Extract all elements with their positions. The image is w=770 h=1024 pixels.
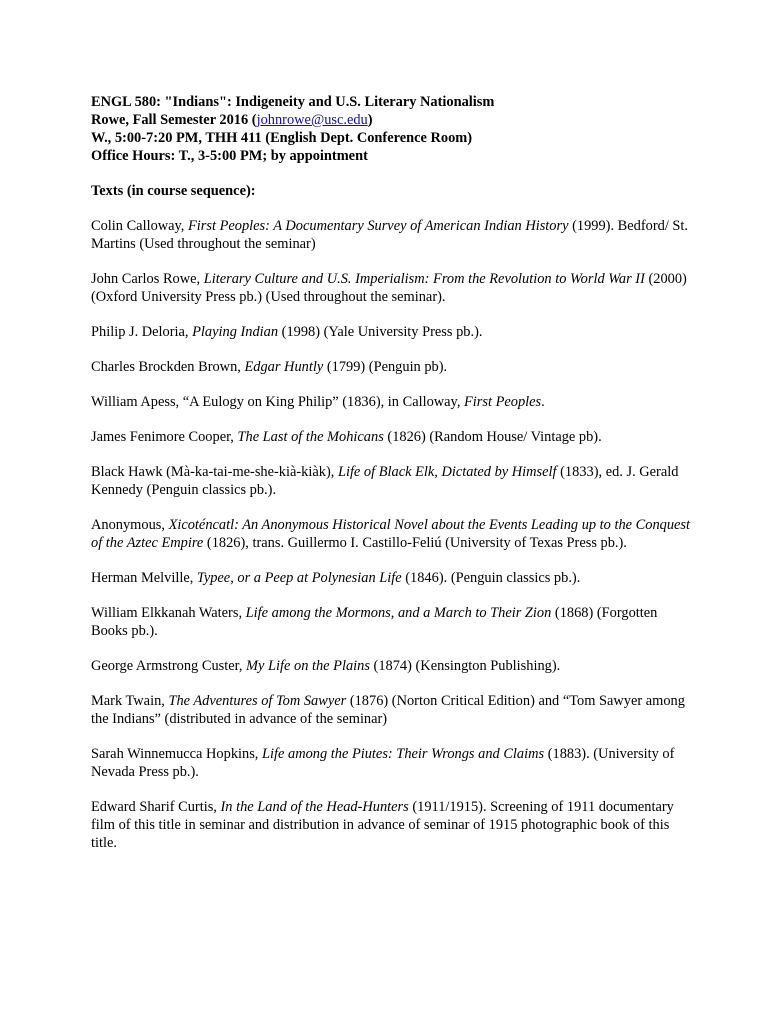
instructor-suffix: ): [367, 112, 373, 128]
entry-details: (1826) (Random House/ Vintage pb).: [383, 429, 602, 445]
entry-author: John Carlos Rowe,: [91, 271, 204, 287]
course-title: ENGL 580: "Indians": Indigeneity and U.S. Literary Nationalism: [91, 94, 495, 110]
entry-details: (1833), ed. J. Gerald Kennedy (Penguin classics pb.).: [91, 464, 679, 498]
entry-title: Playing Indian: [192, 324, 279, 340]
instructor-line: [91, 111, 691, 129]
entry-details: (2000) (Oxford University Press pb.) (Used throughout the seminar).: [91, 271, 687, 305]
entry-details: (1876) (Norton Critical Edition) and “Tom Sawyer among the Indians” (distributed in advance of the seminar): [91, 693, 685, 727]
reading-entry-deloria: [91, 323, 691, 341]
entry-title: My Life on the Plains: [246, 658, 370, 674]
entry-details: (1799) (Penguin pb).: [323, 359, 448, 375]
reading-entry-melville: [91, 569, 691, 587]
reading-entry-waters: [91, 604, 691, 640]
reading-entry-twain: [91, 692, 691, 728]
entry-author: Colin Calloway,: [91, 218, 188, 234]
reading-entry-custer: [91, 657, 691, 675]
reading-entry-cooper: [91, 428, 691, 446]
entry-title: Literary Culture and U.S. Imperialism: From the Revolution to World War II: [203, 271, 645, 287]
entry-title: Typee, or a Peep at Polynesian Life: [196, 570, 402, 586]
entry-details: (1999). Bedford/ St. Martins (Used throughout the seminar): [91, 218, 689, 252]
entry-author: Anonymous,: [91, 517, 169, 533]
reading-entry-anonymous: [91, 516, 691, 552]
entry-title: Life among the Piutes: Their Wrongs and Claims: [262, 746, 545, 762]
entry-title: The Adventures of Tom Sawyer: [168, 693, 347, 709]
entry-title: Life among the Mormons, and a March to Their Zion: [245, 605, 552, 621]
entry-details: .: [541, 394, 545, 410]
entry-author: William Apess, “A Eulogy on King Philip” (1836), in Calloway,: [91, 394, 465, 410]
syllabus-page: [91, 93, 691, 852]
entry-title: Xicoténcatl: An Anonymous Historical Novel about the Events Leading up to the Conquest of the Aztec Empire: [91, 517, 691, 551]
reading-entry-curtis: [91, 798, 691, 852]
reading-entry-hopkins: [91, 745, 691, 781]
entry-title: In the Land of the Head-Hunters: [220, 799, 409, 815]
entry-author: Edward Sharif Curtis,: [91, 799, 221, 815]
entry-author: Charles Brockden Brown,: [91, 359, 245, 375]
instructor-email-link[interactable]: johnrowe@usc.edu: [256, 112, 368, 128]
entry-details: (1846). (Penguin classics pb.).: [401, 570, 581, 586]
entry-details: (1911/1915). Screening of 1911 documentary film of this title in seminar and distribution in advance of seminar of 1915 photographic book of this title.: [91, 799, 674, 851]
entry-title: Edgar Huntly: [244, 359, 324, 375]
office-hours: Office Hours: T., 3-5:00 PM; by appointment: [91, 148, 368, 164]
entry-title: First Peoples: [464, 394, 542, 410]
entry-author: James Fenimore Cooper,: [91, 429, 238, 445]
entry-title: First Peoples: A Documentary Survey of American Indian History: [188, 218, 569, 234]
entry-author: Sarah Winnemucca Hopkins,: [91, 746, 263, 762]
reading-entry-calloway: [91, 217, 691, 253]
entry-details: (1868) (Forgotten Books pb.).: [91, 605, 658, 639]
texts-heading: Texts (in course sequence):: [91, 183, 256, 199]
entry-author: Mark Twain,: [91, 693, 169, 709]
reading-entry-apess: [91, 393, 691, 411]
entry-author: Herman Melville,: [91, 570, 197, 586]
entry-title: Life of Black Elk, Dictated by Himself: [337, 464, 557, 480]
meeting-time: W., 5:00-7:20 PM, THH 411 (English Dept. Conference Room): [91, 130, 473, 146]
entry-author: George Armstrong Custer,: [91, 658, 247, 674]
entry-title: The Last of the Mohicans: [237, 429, 384, 445]
entry-details: (1874) (Kensington Publishing).: [369, 658, 561, 674]
entry-details: (1998) (Yale University Press pb.).: [278, 324, 483, 340]
entry-author: William Elkkanah Waters,: [91, 605, 246, 621]
reading-entry-brown: [91, 358, 691, 376]
course-header: [91, 93, 691, 165]
reading-entry-rowe: [91, 270, 691, 306]
instructor-prefix: Rowe, Fall Semester 2016 (: [91, 112, 257, 128]
entry-details: (1883). (University of Nevada Press pb.).: [91, 746, 675, 780]
entry-author: Black Hawk (Mà-ka-tai-me-she-kià-kiàk),: [91, 464, 338, 480]
reading-entry-black-hawk: [91, 463, 691, 499]
entry-author: Philip J. Deloria,: [91, 324, 193, 340]
entry-details: (1826), trans. Guillermo I. Castillo-Feliú (University of Texas Press pb.).: [203, 535, 627, 551]
